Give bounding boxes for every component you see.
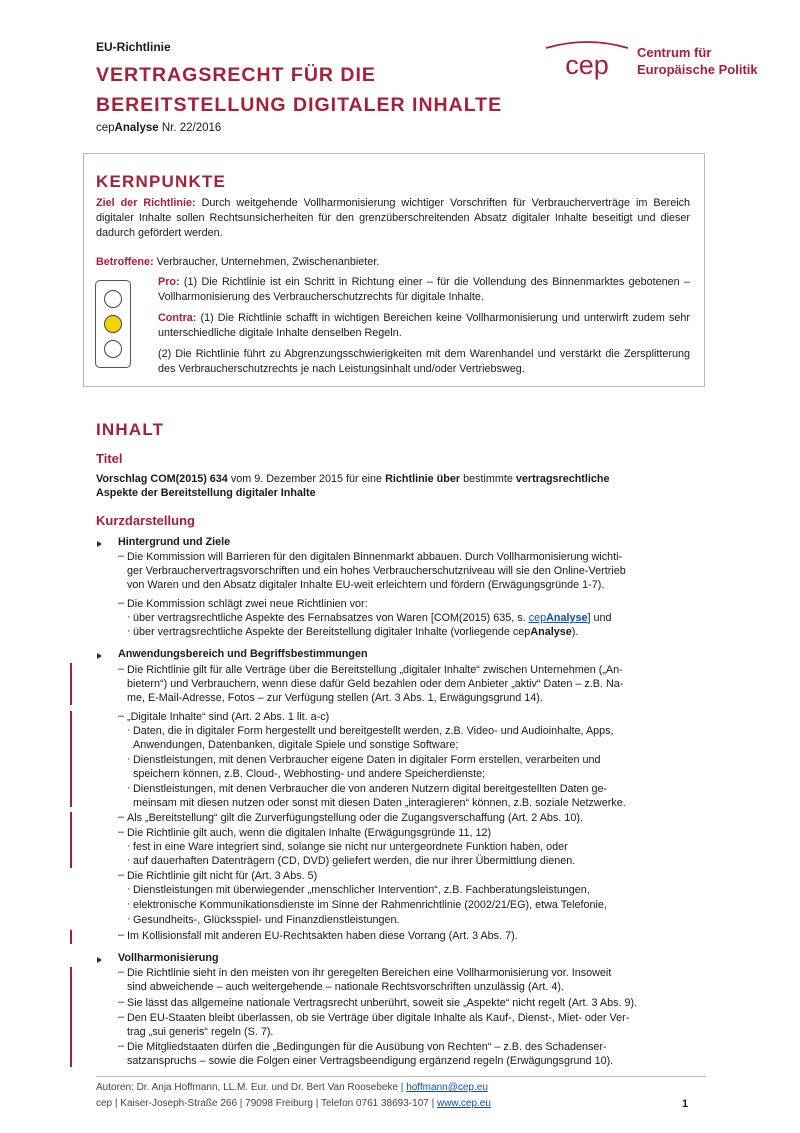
- dash-bullet: –: [118, 869, 125, 881]
- change-marker: [70, 930, 72, 944]
- list-subitem: fest in eine Ware integriert sind, solange sie nicht nur untergeordnete Funktion haben, oder: [133, 841, 568, 853]
- document-type: EU-Richtlinie: [96, 40, 171, 54]
- key-points-heading: KERNPUNKTE: [96, 172, 227, 191]
- series-number: cepAnalyse Nr. 22/2016: [96, 122, 222, 134]
- list-item: „Digitale Inhalte“ sind (Art. 2 Abs. 1 lit. a-c): [127, 711, 330, 723]
- section-heading-background: Hintergrund und Ziele: [118, 536, 231, 548]
- triangle-bullet-icon: [97, 957, 102, 963]
- dash-bullet: –: [118, 550, 125, 562]
- list-item: Die Kommission will Barrieren für den digitalen Binnenmarkt abbauen. Durch Vollharmonisierung wichti- ger Verbrauchervertragsvorschriften und ein hohes Verbraucherschutzniveau will sie den Online-Vertrieb von Waren und den Absatz digitaler Inhalte EU-weit erleichtern und fördern (Erwägungsgründe 1-7).: [127, 551, 626, 592]
- author-email-link[interactable]: hoffmann@cep.eu: [406, 1082, 488, 1093]
- change-marker: [70, 663, 72, 705]
- list-subitem: Dienstleistungen, mit denen Verbraucher eigene Daten in digitaler Form erstellen, verarbeiten und speichern können, z.B. Cloud-, Webhosting- und andere Speicherdienste;: [133, 754, 601, 781]
- change-marker: [70, 711, 72, 807]
- pro-paragraph: Pro: (1) Die Richtlinie ist ein Schritt in Richtung einer – für die Vollendung des Binnenmarktes gebotenen – Vollharmonisierung des Verbraucherschutzrechts für digitale Inhalte.: [158, 276, 690, 303]
- list-item: Die Mitgliedstaaten dürfen die „Bedingungen für die Ausübung von Rechten“ – z.B. des Schadenser- satzanspruchs – sowie die Folgen einer Vertragsbeendigung ergänzend regeln (Erwägungsgrund 10).: [127, 1041, 614, 1068]
- summary-subheading: Kurzdarstellung: [96, 513, 195, 528]
- triangle-bullet-icon: [97, 541, 102, 547]
- dash-bullet: –: [118, 966, 125, 978]
- dot-bullet: ·: [127, 913, 131, 925]
- title-subheading: Titel: [96, 451, 123, 466]
- logo-mark: cep: [565, 50, 609, 80]
- proposal-title-line-1: Vorschlag COM(2015) 634 vom 9. Dezember 2015 für eine Richtlinie über bestimmte vertragsrechtliche: [96, 473, 610, 485]
- footer-divider: [96, 1076, 706, 1077]
- dot-bullet: ·: [127, 724, 131, 736]
- triangle-bullet-icon: [97, 653, 102, 659]
- footer-address: cep | Kaiser-Joseph-Straße 266 | 79098 Freiburg | Telefon 0761 38693-107 | www.cep.eu: [96, 1098, 491, 1109]
- document-title-line-1: VERTRAGSRECHT FÜR DIE: [96, 64, 376, 86]
- cep-logo-icon: [542, 40, 632, 84]
- list-item: Sie lässt das allgemeine nationale Vertragsrecht unberührt, soweit sie „Aspekte“ nicht regelt (Art. 3 Abs. 9).: [127, 997, 638, 1009]
- document-title-line-2: BEREITSTELLUNG DIGITALER INHALTE: [96, 94, 503, 116]
- list-item: Die Richtlinie gilt nicht für (Art. 3 Abs. 5): [127, 870, 318, 882]
- proposal-title-line-2: Aspekte der Bereitstellung digitaler Inhalte: [96, 487, 316, 499]
- betroffene-paragraph: Betroffene: Verbraucher, Unternehmen, Zwischenanbieter.: [96, 256, 380, 268]
- list-item: Im Kollisionsfall mit anderen EU-Rechtsakten haben diese Vorrang (Art. 3 Abs. 7).: [127, 930, 518, 942]
- list-subitem: Dienstleistungen mit überwiegender „menschlicher Intervention“, z.B. Fachberatungsleistungen,: [133, 884, 590, 896]
- list-item: Die Kommission schlägt zwei neue Richtlinien vor:: [127, 598, 368, 610]
- change-marker: [70, 812, 72, 826]
- ziel-paragraph: Ziel der Richtlinie: Durch weitgehende Vollharmonisierung wichtiger Vorschriften für Verbraucherverträge im Bereich digitaler Inhalte sollen Rechtsunsicherheiten für den grenzüberschreitenden Absatz digitaler Inhalte beseitigt und dieser dadurch gefördert werden.: [96, 197, 690, 239]
- contra-paragraph-2: (2) Die Richtlinie führt zu Abgrenzungsschwierigkeiten mit dem Warenhandel und verstärkt die Zersplitterung des Verbraucherschutzrechts je nach Leistungsinhalt und/oder Vertriebsweg.: [158, 348, 690, 375]
- traffic-light-bottom-lamp: [104, 340, 122, 358]
- contra-paragraph-1: Contra: (1) Die Richtlinie schafft in wichtigen Bereichen keine Vollharmonisierung und unterwirft zudem sehr unterschiedliche digitale Inhalte denselben Regeln.: [158, 312, 690, 339]
- dot-bullet: ·: [127, 611, 131, 623]
- dot-bullet: ·: [127, 840, 131, 852]
- list-item: Die Richtlinie gilt auch, wenn die digitalen Inhalte (Erwägungsgründe 11, 12): [127, 827, 492, 839]
- list-subitem: auf dauerhaften Datenträgern (CD, DVD) geliefert werden, die nur ihrer Übermittlung dienen.: [133, 855, 576, 867]
- dash-bullet: –: [118, 826, 125, 838]
- list-item: Die Richtlinie gilt für alle Verträge über die Bereitstellung „digitaler Inhalte“ zwischen Unternehmen („An- bietern“) und Verbrauchern, wenn diese dafür Geld bezahlen oder dem Anbieter „aktiv“ Daten – z.B. Na- me, E-Mail-Adresse, Fotos – zur Verfügung stellen (Art. 3 Abs. 1, Erwägungsgrund 14).: [127, 664, 624, 705]
- traffic-light-yellow-lamp: [104, 315, 122, 333]
- list-subitem: über vertragsrechtliche Aspekte der Bereitstellung digitaler Inhalte (vorliegende cepAnalyse).: [133, 626, 579, 638]
- content-heading: INHALT: [96, 420, 165, 439]
- dash-bullet: –: [118, 663, 125, 675]
- dash-bullet: –: [118, 996, 125, 1008]
- dash-bullet: –: [118, 811, 125, 823]
- dot-bullet: ·: [127, 753, 131, 765]
- page-number: 1: [682, 1098, 689, 1110]
- list-subitem: Daten, die in digitaler Form hergestellt und bereitgestellt werden, z.B. Video- und Audioinhalte, Apps, Anwendungen, Datenbanken, digitale Spiele und sonstige Software;: [133, 725, 614, 752]
- list-item: Die Richtlinie sieht in den meisten von ihr geregelten Bereichen eine Vollharmonisierung vor. Insoweit sind abweichende – auch weitergehende – nationale Rechtsvorschriften unzulässig (Art. 4).: [127, 967, 612, 994]
- list-subitem: Gesundheits-, Glücksspiel- und Finanzdienstleistungen.: [133, 914, 400, 926]
- list-subitem: über vertragsrechtliche Aspekte des Fernabsatzes von Waren [COM(2015) 635, s. cepAnalyse] und: [133, 612, 612, 624]
- list-subitem: Dienstleistungen, mit denen Verbraucher die von anderen Nutzern digital bereitgestellten Daten ge- meinsam mit diesen nutzen oder sonst mit diesen Daten „interagieren“ können, z.B. soziale Netzwerke.: [133, 783, 626, 810]
- dot-bullet: ·: [127, 883, 131, 895]
- list-item: Als „Bereitstellung“ gilt die Zurverfügungstellung oder die Zugangsverschaffung (Art. 2 Abs. 10).: [127, 812, 583, 824]
- dot-bullet: ·: [127, 782, 131, 794]
- dot-bullet: ·: [127, 854, 131, 866]
- traffic-light-top-lamp: [104, 290, 122, 308]
- section-heading-scope: Anwendungsbereich und Begriffsbestimmungen: [118, 648, 368, 660]
- footer-authors: Autoren: Dr. Anja Hoffmann, LL.M. Eur. und Dr. Bert Van Roosebeke | hoffmann@cep.eu: [96, 1082, 488, 1093]
- change-marker: [70, 826, 72, 868]
- dash-bullet: –: [118, 597, 125, 609]
- dash-bullet: –: [118, 929, 125, 941]
- dot-bullet: ·: [127, 625, 131, 637]
- dash-bullet: –: [118, 710, 125, 722]
- cep-analyse-link[interactable]: cepAnalyse: [528, 612, 588, 624]
- change-marker: [70, 967, 72, 1067]
- organisation-name: Centrum für Europäische Politik: [637, 45, 758, 77]
- list-subitem: elektronische Kommunikationsdienste im Sinne der Rahmenrichtlinie (2002/21/EG), etwa Telefonie,: [133, 899, 607, 911]
- dash-bullet: –: [118, 1040, 125, 1052]
- dot-bullet: ·: [127, 898, 131, 910]
- section-heading-harmonisation: Vollharmonisierung: [118, 952, 219, 964]
- website-link[interactable]: www.cep.eu: [436, 1098, 491, 1109]
- traffic-light-icon: [95, 280, 131, 368]
- dash-bullet: –: [118, 1011, 125, 1023]
- list-item: Den EU-Staaten bleibt überlassen, ob sie Verträge über digitale Inhalte als Kauf-, Dienst-, Miet- oder Ver- trag „sui generis“ regeln (S. 7).: [127, 1012, 630, 1039]
